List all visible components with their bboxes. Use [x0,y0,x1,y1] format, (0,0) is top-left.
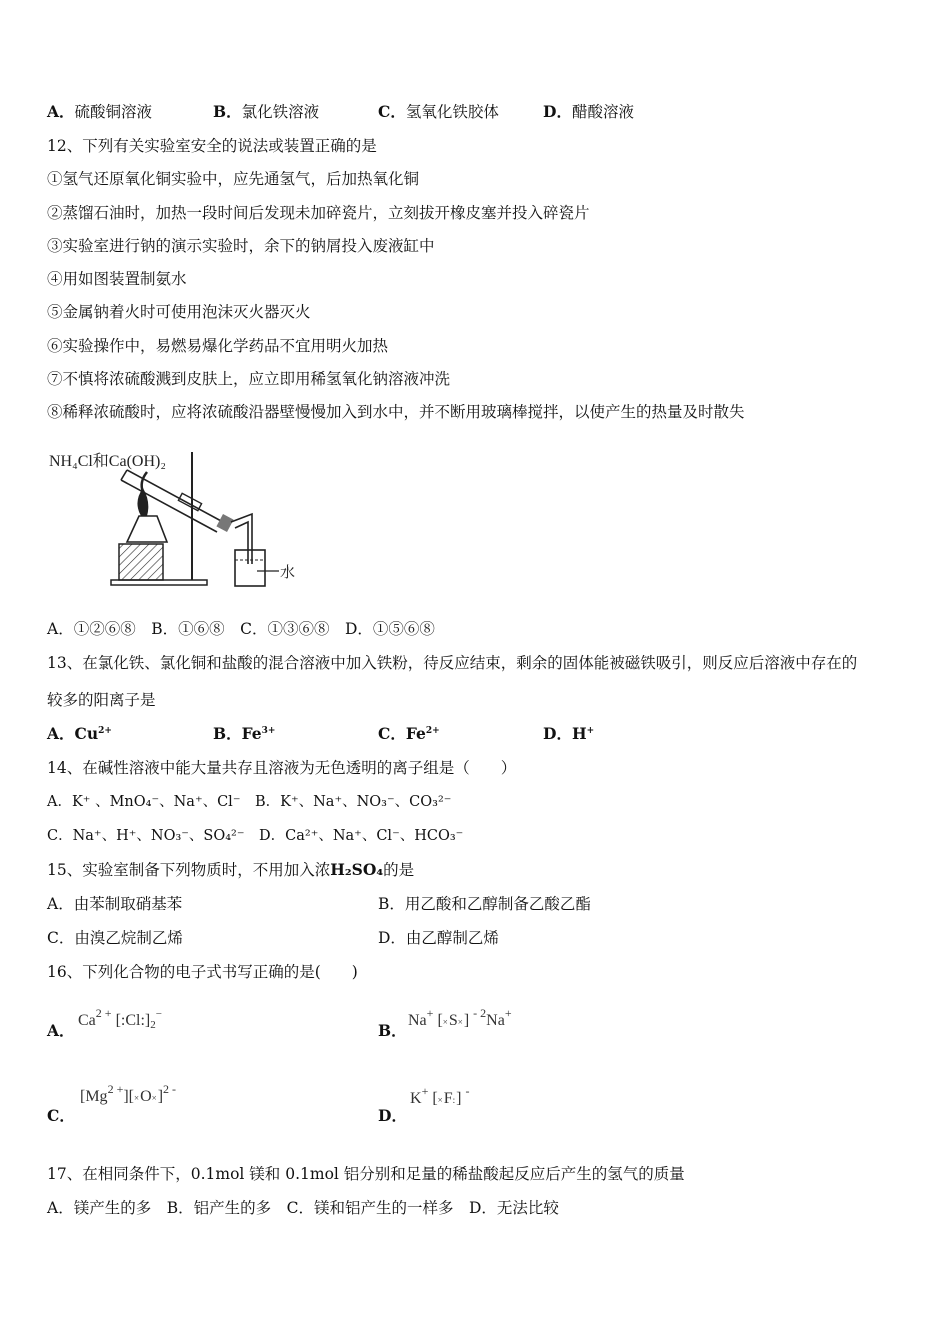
q13-stem-line2: 较多的阳离子是 [47,691,156,709]
q16-option-d-label: D． [378,1106,407,1125]
q12-options: A．①②⑥⑧ B．①⑥⑧ C．①③⑥⑧ D．①⑤⑥⑧ [47,620,435,638]
q16-option-b-label: B． [378,1021,407,1040]
q15-stem: 15、实验室制备下列物质时，不用加入浓H₂SO₄的是 [47,860,415,879]
q15-option-b: B．用乙酸和乙醇制备乙酸乙酯 [378,895,591,913]
q13-option-a: A．$Cu^{2+}$ [47,724,112,743]
q15-option-d: D．由乙醇制乙烯 [378,929,499,947]
q11-option-a: A．硫酸铜溶液 [47,102,153,121]
q11-option-d: D．醋酸溶液 [543,102,634,121]
q17-options: A．镁产生的多 B．铝产生的多 C．镁和铝产生的一样多 D．无法比较 [47,1199,559,1217]
q12-item-5: ⑤金属钠着火时可使用泡沫灭火器灭火 [47,303,311,321]
figure-label-reagents: NH₄Cl和Ca(OH)₂ [49,453,166,470]
q12-item-3: ③实验室进行钠的演示实验时，余下的钠屑投入废液缸中 [47,237,435,255]
q16-option-a-label: A． [47,1021,75,1040]
q16-option-c-formula: $[Mg^{2 +}][\times O\times]^{2 -}$ [80,1082,177,1105]
q12-item-6: ⑥实验操作中，易燃易爆化学药品不宜用明火加热 [47,337,389,355]
q12-item-8: ⑧稀释浓硫酸时，应将浓硫酸沿器壁慢慢加入到水中，并不断用玻璃棒搅拌，以使产生的热量及时散失 [47,403,745,421]
q13-option-d: D．H+ [543,724,595,743]
q15-option-c: C．由溴乙烷制乙烯 [47,929,183,947]
q17-stem: 17、在相同条件下，0.1mol 镁和 0.1mol 铝分别和足量的稀盐酸起反应后产生的氢气的质量 [47,1165,685,1183]
q16-option-c-label: C． [47,1106,75,1125]
q13-option-b: B．$Fe^{3+}$ [213,724,276,743]
q16-option-a-formula: $Ca^{2 +}$ [:Cl:]2− [78,1006,162,1031]
figure-label-water: 水 [280,563,296,581]
q16-stem: 16、下列化合物的电子式书写正确的是( ) [47,963,358,981]
q16-option-d-formula: K+ [×F:] - [410,1084,470,1107]
q12-stem: 12、下列有关实验室安全的说法或装置正确的是 [47,137,377,155]
ammonia-apparatus-figure [47,442,307,598]
q12-item-4: ④用如图装置制氨水 [47,270,187,288]
q14-options-line2: C．Na⁺、H⁺、NO₃⁻、SO₄²⁻ D．Ca²⁺、Na⁺、Cl⁻、HCO₃⁻ [47,828,464,844]
q11-option-c: C．氢氧化铁胶体 [378,102,499,121]
q16-option-b-formula: Na+ [×S×] $^{- 2}$Na+ [408,1006,512,1029]
q14-stem: 14、在碱性溶液中能大量共存且溶液为无色透明的离子组是（ ） [47,759,517,777]
q14-options-line1: A．K⁺ 、MnO₄⁻、Na⁺、Cl⁻ B．K⁺、Na⁺、NO₃⁻、CO₃²⁻ [47,794,452,810]
q11-option-b: B．氯化铁溶液 [213,102,320,121]
q15-option-a: A．由苯制取硝基苯 [47,895,183,913]
q12-item-2: ②蒸馏石油时，加热一段时间后发现未加碎瓷片，立刻拔开橡皮塞并投入碎瓷片 [47,204,590,222]
q13-stem-line1: 13、在氯化铁、氯化铜和盐酸的混合溶液中加入铁粉，待反应结束，剩余的固体能被磁铁吸引，则反应后溶液中存在的 [47,654,858,672]
q13-option-c: C．$Fe^{2+}$ [378,724,440,743]
q12-item-7: ⑦不慎将浓硫酸溅到皮肤上，应立即用稀氢氧化钠溶液冲洗 [47,370,451,388]
q12-item-1: ①氢气还原氧化铜实验中，应先通氢气，后加热氧化铜 [47,170,420,188]
